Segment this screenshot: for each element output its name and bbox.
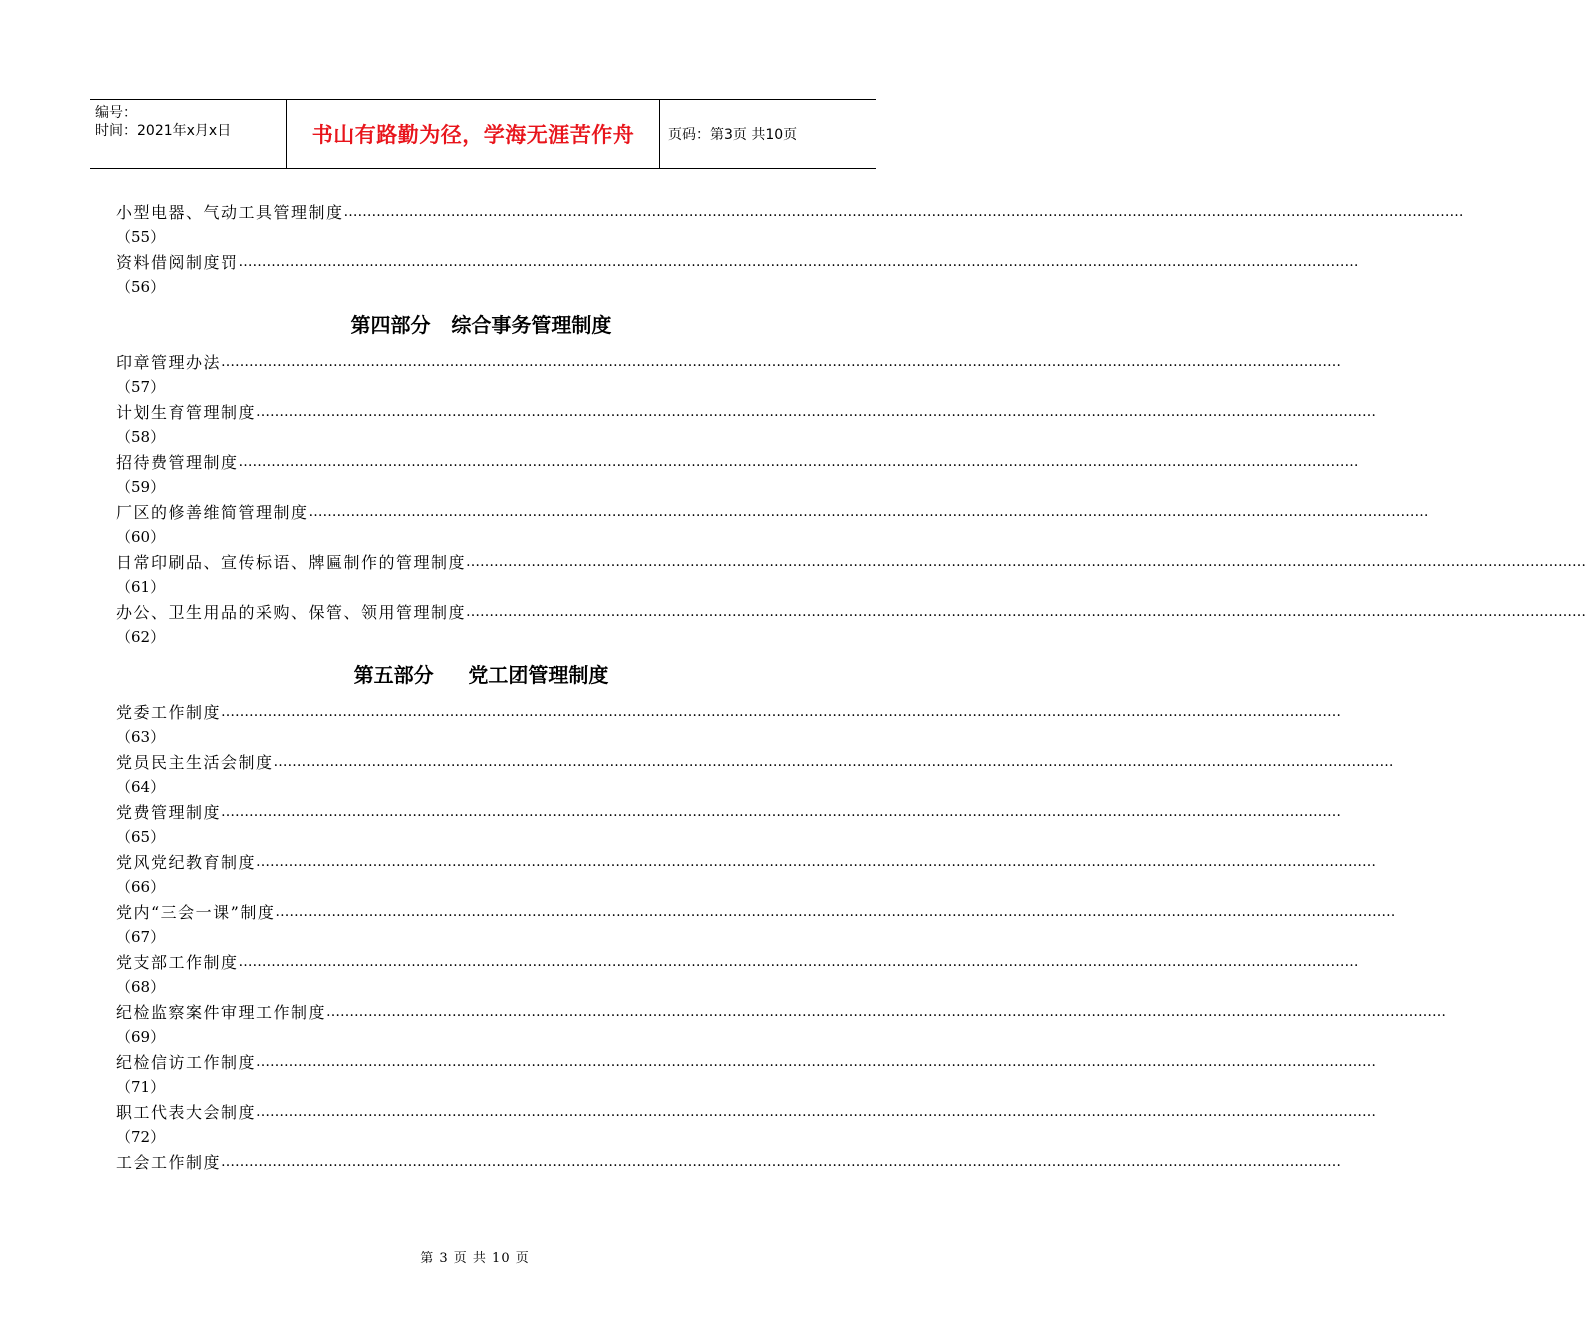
toc-entry-title: 党风党纪教育制度 [116, 853, 257, 872]
toc-entry [116, 900, 1396, 950]
toc-entry-title: 办公、卫生用品的采购、保管、领用管理制度 [116, 603, 467, 622]
header-motto-cell [287, 100, 660, 168]
toc-entry [116, 1000, 1447, 1050]
toc-dot-leader: …………………………………………………………………………………………………………………………………………………………………………………………………………………… [221, 804, 1342, 820]
toc-entry-title: 党员民主生活会制度 [116, 753, 274, 772]
toc-entry-line [116, 750, 1394, 775]
toc-entry-line [116, 850, 1377, 875]
toc-entry-page: （56） [116, 278, 166, 296]
toc-entry-page: （68） [116, 978, 166, 996]
toc-dot-leader: …………………………………………………………………………………………………………………………………………………………………………………………………………………… [466, 604, 1586, 620]
toc-entry [116, 750, 1394, 800]
header-page-cell [660, 100, 876, 168]
toc-entry-title: 资料借阅制度罚 [116, 253, 239, 272]
header-meta-cell [90, 100, 287, 168]
toc-entry-title: 厂区的修善维简管理制度 [116, 503, 309, 522]
toc-entry-page: （63） [116, 728, 166, 746]
toc-entry [116, 250, 1359, 300]
table-of-contents [116, 200, 1586, 1175]
toc-dot-leader: …………………………………………………………………………………………………………………………………………………………………………………………………………………… [273, 754, 1394, 770]
toc-dot-leader: …………………………………………………………………………………………………………………………………………………………………………………………………………………… [221, 354, 1342, 370]
toc-entry-line [116, 1100, 1377, 1125]
toc-entry-line [116, 800, 1342, 825]
toc-entry-line [116, 1150, 1342, 1175]
toc-entry-line [116, 200, 1464, 225]
toc-dot-leader: …………………………………………………………………………………………………………………………………………………………………………………………………………………… [256, 1054, 1377, 1070]
toc-entry-line [116, 350, 1342, 375]
number-label: 编号： [95, 105, 137, 121]
toc-entry [116, 800, 1342, 850]
toc-entry-page: （71） [116, 1078, 166, 1096]
toc-entry-title: 党支部工作制度 [116, 953, 239, 972]
toc-entry-page: （66） [116, 878, 166, 896]
toc-entry-line [116, 700, 1342, 725]
toc-entry-title: 小型电器、气动工具管理制度 [116, 203, 344, 222]
toc-dot-leader: …………………………………………………………………………………………………………………………………………………………………………………………………………………… [256, 404, 1377, 420]
toc-entry-page: （65） [116, 828, 166, 846]
toc-entry-page: （59） [116, 478, 166, 496]
toc-dot-leader: …………………………………………………………………………………………………………………………………………………………………………………………………………………… [238, 954, 1359, 970]
toc-entry [116, 700, 1342, 750]
toc-entry-page: （69） [116, 1028, 166, 1046]
toc-entry [116, 850, 1377, 900]
toc-dot-leader: …………………………………………………………………………………………………………………………………………………………………………………………………………………… [256, 1104, 1377, 1120]
toc-entry-page: （58） [116, 428, 166, 446]
toc-dot-leader: …………………………………………………………………………………………………………………………………………………………………………………………………………………… [256, 854, 1377, 870]
toc-entry [116, 200, 1464, 250]
toc-group-continued [116, 200, 1464, 300]
toc-entry-page: （57） [116, 378, 166, 396]
time-label: 时间：2021年x月x日 [95, 123, 232, 139]
toc-entry [116, 1050, 1377, 1100]
toc-entry [116, 450, 1359, 500]
toc-entry-title: 职工代表大会制度 [116, 1103, 257, 1122]
toc-entry-line [116, 1050, 1377, 1075]
toc-dot-leader: …………………………………………………………………………………………………………………………………………………………………………………………………………………… [326, 1004, 1447, 1020]
toc-entry [116, 1100, 1377, 1150]
page-number-label: 页码：第3页 共10页 [668, 127, 798, 143]
toc-group-section-4 [116, 350, 1586, 650]
toc-dot-leader: …………………………………………………………………………………………………………………………………………………………………………………………………………………… [221, 1154, 1342, 1170]
toc-dot-leader: …………………………………………………………………………………………………………………………………………………………………………………………………………………… [343, 204, 1464, 220]
toc-entry [116, 400, 1377, 450]
toc-entry-page: （72） [116, 1128, 166, 1146]
toc-entry-page: （55） [116, 228, 166, 246]
toc-entry-title: 日常印刷品、宣传标语、牌匾制作的管理制度 [116, 553, 467, 572]
toc-entry-page: （61） [116, 578, 166, 596]
toc-entry-title: 纪检信访工作制度 [116, 1053, 257, 1072]
toc-entry [116, 350, 1342, 400]
toc-entry-title: 党内“三会一课”制度 [116, 903, 276, 922]
toc-entry [116, 950, 1359, 1000]
toc-entry-line [116, 900, 1396, 925]
toc-entry-page: （60） [116, 528, 166, 546]
toc-entry-title: 工会工作制度 [116, 1153, 222, 1172]
toc-entry-line [116, 250, 1359, 275]
page-footer: 第 3 页 共 10 页 [420, 1251, 530, 1266]
toc-entry-page: （64） [116, 778, 166, 796]
toc-entry-title: 党费管理制度 [116, 803, 222, 822]
toc-entry-title: 印章管理办法 [116, 353, 222, 372]
toc-entry-line [116, 600, 1586, 625]
toc-entry-title: 党委工作制度 [116, 703, 222, 722]
toc-entry [116, 500, 1429, 550]
toc-dot-leader: …………………………………………………………………………………………………………………………………………………………………………………………………………………… [221, 704, 1342, 720]
toc-dot-leader: …………………………………………………………………………………………………………………………………………………………………………………………………………………… [238, 454, 1359, 470]
toc-dot-leader: …………………………………………………………………………………………………………………………………………………………………………………………………………………… [238, 254, 1359, 270]
toc-entry-line [116, 550, 1586, 575]
toc-dot-leader: …………………………………………………………………………………………………………………………………………………………………………………………………………………… [466, 554, 1586, 570]
toc-entry-page: （67） [116, 928, 166, 946]
toc-entry-line [116, 500, 1429, 525]
toc-entry-title: 招待费管理制度 [116, 453, 239, 472]
toc-entry-line [116, 1000, 1447, 1025]
toc-entry [116, 1150, 1342, 1175]
page-header [90, 99, 876, 169]
toc-entry-title: 纪检监察案件审理工作制度 [116, 1003, 327, 1022]
toc-dot-leader: …………………………………………………………………………………………………………………………………………………………………………………………………………………… [308, 504, 1429, 520]
section-heading-4: 第四部分 综合事务管理制度 [350, 313, 612, 337]
section-heading-5: 第五部分 党工团管理制度 [353, 663, 609, 687]
motto-text: 书山有路勤为径，学海无涯苦作舟 [311, 122, 635, 147]
toc-dot-leader: …………………………………………………………………………………………………………………………………………………………………………………………………………………… [275, 904, 1396, 920]
toc-entry-line [116, 950, 1359, 975]
toc-entry-title: 计划生育管理制度 [116, 403, 257, 422]
toc-group-section-5 [116, 700, 1447, 1175]
toc-entry-page: （62） [116, 628, 166, 646]
toc-entry [116, 600, 1586, 650]
toc-entry [116, 550, 1586, 600]
toc-entry-line [116, 450, 1359, 475]
toc-entry-line [116, 400, 1377, 425]
